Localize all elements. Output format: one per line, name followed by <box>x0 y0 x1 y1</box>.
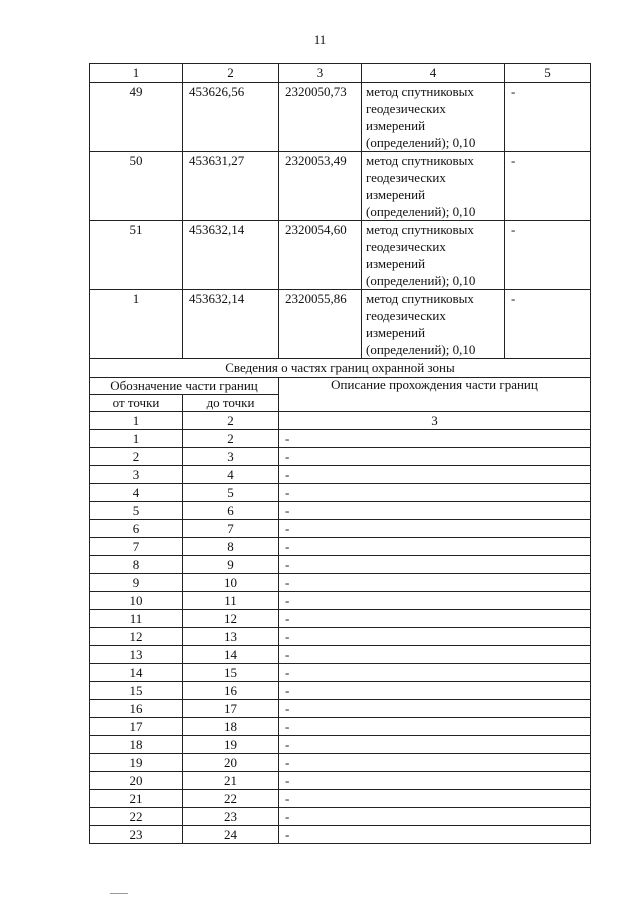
to-point: 22 <box>183 790 279 808</box>
from-point: 21 <box>90 790 183 808</box>
to-point: 20 <box>183 754 279 772</box>
boundary-part-row <box>90 484 591 502</box>
col5-value: - <box>505 152 591 221</box>
from-point: 10 <box>90 592 183 610</box>
point-number: 51 <box>90 221 183 290</box>
to-point: 15 <box>183 664 279 682</box>
part-description: - <box>279 646 591 664</box>
to-point: 14 <box>183 646 279 664</box>
to-point: 17 <box>183 700 279 718</box>
boundary-part-row <box>90 646 591 664</box>
boundary-part-row <box>90 520 591 538</box>
x-coordinate: 453631,27 <box>183 152 279 221</box>
y-coordinate: 2320054,60 <box>279 221 362 290</box>
coordinate-row <box>90 290 591 359</box>
boundary-part-row <box>90 592 591 610</box>
to-point: 4 <box>183 466 279 484</box>
boundary-part-row <box>90 430 591 448</box>
boundary-part-row <box>90 826 591 844</box>
column-number: 4 <box>362 64 505 83</box>
part-description: - <box>279 736 591 754</box>
part-description: - <box>279 682 591 700</box>
boundary-part-row <box>90 736 591 754</box>
part-description: - <box>279 520 591 538</box>
boundary-part-row <box>90 754 591 772</box>
column-number: 2 <box>183 64 279 83</box>
boundary-part-row <box>90 790 591 808</box>
from-point: 20 <box>90 772 183 790</box>
part-description: - <box>279 772 591 790</box>
to-point: 5 <box>183 484 279 502</box>
from-point: 1 <box>90 430 183 448</box>
to-point: 11 <box>183 592 279 610</box>
col5-value: - <box>505 83 591 152</box>
column-number: 2 <box>183 412 279 430</box>
method-cell <box>362 290 505 359</box>
method-line: геодезических <box>366 170 446 185</box>
coordinate-row <box>90 83 591 152</box>
to-point: 3 <box>183 448 279 466</box>
boundary-part-row <box>90 448 591 466</box>
page-number: 11 <box>313 32 327 47</box>
from-point: 7 <box>90 538 183 556</box>
designation-header: Обозначение части границ <box>90 378 279 395</box>
to-point: 18 <box>183 718 279 736</box>
to-point: 16 <box>183 682 279 700</box>
boundary-part-row <box>90 772 591 790</box>
boundary-table <box>89 63 591 844</box>
part-description: - <box>279 718 591 736</box>
method-line: метод спутниковых <box>366 222 474 237</box>
method-cell <box>362 152 505 221</box>
method-line: геодезических <box>366 239 446 254</box>
part-description: - <box>279 502 591 520</box>
boundary-part-row <box>90 610 591 628</box>
part-description: - <box>279 538 591 556</box>
method-cell <box>362 221 505 290</box>
from-point: 15 <box>90 682 183 700</box>
part-description: - <box>279 574 591 592</box>
part-description: - <box>279 484 591 502</box>
part-description: - <box>279 430 591 448</box>
from-point: 4 <box>90 484 183 502</box>
section-title-row <box>90 359 591 378</box>
part-description: - <box>279 610 591 628</box>
to-point: 24 <box>183 826 279 844</box>
part-description: - <box>279 628 591 646</box>
to-point: 13 <box>183 628 279 646</box>
part-description: - <box>279 790 591 808</box>
boundary-part-row <box>90 718 591 736</box>
boundary-part-row <box>90 682 591 700</box>
designation-header-row <box>90 378 591 395</box>
x-coordinate: 453626,56 <box>183 83 279 152</box>
method-line: измерений <box>366 325 426 340</box>
to-point: 19 <box>183 736 279 754</box>
from-point: 12 <box>90 628 183 646</box>
part-description: - <box>279 466 591 484</box>
parts-numbering-row <box>90 412 591 430</box>
column-number: 1 <box>90 64 183 83</box>
method-line: измерений <box>366 187 426 202</box>
coordinate-row <box>90 152 591 221</box>
from-point: 18 <box>90 736 183 754</box>
method-line: метод спутниковых <box>366 84 474 99</box>
boundary-part-row <box>90 502 591 520</box>
to-point: 7 <box>183 520 279 538</box>
part-description: - <box>279 556 591 574</box>
from-point: 14 <box>90 664 183 682</box>
to-point: 9 <box>183 556 279 574</box>
column-number: 3 <box>279 64 362 83</box>
part-description: - <box>279 808 591 826</box>
description-header: Описание прохождения части границ <box>279 378 591 412</box>
x-coordinate: 453632,14 <box>183 290 279 359</box>
column-number: 3 <box>279 412 591 430</box>
method-line: метод спутниковых <box>366 291 474 306</box>
to-point: 21 <box>183 772 279 790</box>
section-title: Сведения о частях границ охранной зоны <box>90 359 591 378</box>
method-line: геодезических <box>366 101 446 116</box>
x-coordinate: 453632,14 <box>183 221 279 290</box>
from-point: 9 <box>90 574 183 592</box>
part-description: - <box>279 826 591 844</box>
method-line: измерений <box>366 118 426 133</box>
from-point: 22 <box>90 808 183 826</box>
method-line: геодезических <box>366 308 446 323</box>
from-point: 8 <box>90 556 183 574</box>
coordinate-row <box>90 221 591 290</box>
column-number-row <box>90 64 591 83</box>
boundary-part-row <box>90 808 591 826</box>
boundary-part-row <box>90 538 591 556</box>
method-line: (определений); 0,10 <box>366 204 476 219</box>
from-point: 6 <box>90 520 183 538</box>
to-point: 2 <box>183 430 279 448</box>
from-point-header: от точки <box>90 395 183 412</box>
to-point: 6 <box>183 502 279 520</box>
part-description: - <box>279 754 591 772</box>
from-point: 2 <box>90 448 183 466</box>
y-coordinate: 2320055,86 <box>279 290 362 359</box>
method-line: метод спутниковых <box>366 153 474 168</box>
column-number: 1 <box>90 412 183 430</box>
to-point: 10 <box>183 574 279 592</box>
boundary-part-row <box>90 700 591 718</box>
from-point: 5 <box>90 502 183 520</box>
method-cell <box>362 83 505 152</box>
part-description: - <box>279 592 591 610</box>
method-line: (определений); 0,10 <box>366 135 476 150</box>
col5-value: - <box>505 221 591 290</box>
to-point: 23 <box>183 808 279 826</box>
boundary-part-row <box>90 664 591 682</box>
col5-value: - <box>505 290 591 359</box>
method-line: (определений); 0,10 <box>366 273 476 288</box>
from-point: 3 <box>90 466 183 484</box>
boundary-part-row <box>90 556 591 574</box>
to-point: 12 <box>183 610 279 628</box>
boundary-part-row <box>90 466 591 484</box>
from-point: 13 <box>90 646 183 664</box>
point-number: 1 <box>90 290 183 359</box>
boundary-part-row <box>90 574 591 592</box>
from-point: 11 <box>90 610 183 628</box>
column-number: 5 <box>505 64 591 83</box>
to-point-header: до точки <box>183 395 279 412</box>
boundary-part-row <box>90 628 591 646</box>
footer-mark <box>110 893 128 894</box>
to-point: 8 <box>183 538 279 556</box>
method-line: (определений); 0,10 <box>366 342 476 357</box>
part-description: - <box>279 664 591 682</box>
point-number: 49 <box>90 83 183 152</box>
y-coordinate: 2320050,73 <box>279 83 362 152</box>
part-description: - <box>279 700 591 718</box>
point-number: 50 <box>90 152 183 221</box>
y-coordinate: 2320053,49 <box>279 152 362 221</box>
part-description: - <box>279 448 591 466</box>
from-point: 17 <box>90 718 183 736</box>
from-point: 19 <box>90 754 183 772</box>
from-point: 23 <box>90 826 183 844</box>
from-point: 16 <box>90 700 183 718</box>
method-line: измерений <box>366 256 426 271</box>
